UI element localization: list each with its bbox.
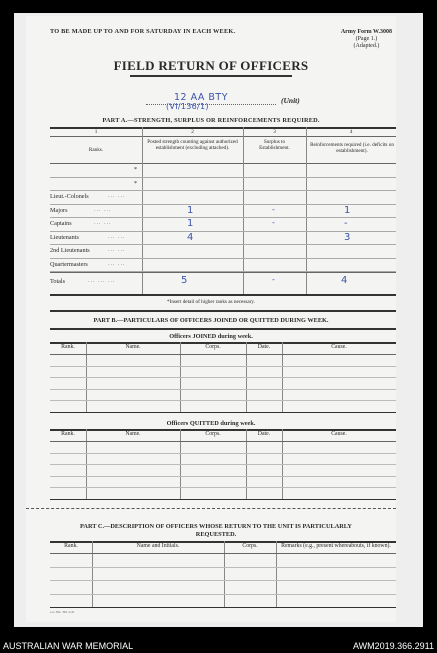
table-row xyxy=(50,594,396,595)
table-row xyxy=(50,366,396,367)
joined-table-title: Officers JOINED during week. xyxy=(169,333,253,340)
rank-leader-dots: ... ... xyxy=(94,206,112,213)
unit-label: (Unit) xyxy=(281,96,300,105)
form-page: (Page 1.) xyxy=(355,36,378,42)
column-header: Cause. xyxy=(331,431,347,437)
unit-handwritten-name: 12 AA BTY xyxy=(174,92,229,103)
quitted-table-title: Officers QUITTED during week. xyxy=(166,420,256,427)
rank-label: * xyxy=(134,166,138,173)
column-header: Cause. xyxy=(331,344,347,350)
archive-name: AUSTRALIAN WAR MEMORIAL xyxy=(3,641,134,651)
column-header: Name and Initials. xyxy=(136,543,180,549)
rank-leader-dots: ... ... xyxy=(108,233,126,240)
table-row xyxy=(50,580,396,581)
rank-label: Lieut.-Colonels xyxy=(50,193,89,200)
column-header: Name. xyxy=(125,431,141,437)
column-header: Date. xyxy=(257,431,271,437)
part-c-title-line1: PART C.—DESCRIPTION OF OFFICERS WHOSE RETURN TO THE UNIT IS PARTICULARLY xyxy=(80,523,352,530)
table-row xyxy=(50,377,396,378)
header-surplus: Surplus to Establishment. xyxy=(259,139,290,151)
table-row xyxy=(50,607,396,608)
column-header: Corps. xyxy=(242,543,258,549)
title-underline xyxy=(130,75,292,77)
part-a-col-divider-1 xyxy=(142,127,143,294)
surplus-value: - xyxy=(272,218,275,227)
totals-top-rule xyxy=(50,272,396,273)
header-rule xyxy=(50,441,396,442)
row-rule xyxy=(50,190,396,191)
rank-label: Lieutenants xyxy=(50,233,79,241)
col-number-3: 3 xyxy=(273,129,276,135)
table-row xyxy=(50,453,396,454)
table-row xyxy=(50,389,396,390)
totals-surplus: - xyxy=(272,275,275,284)
column-divider xyxy=(276,541,277,607)
archive-caption-bar xyxy=(0,637,437,653)
rank-leader-dots: ... ... xyxy=(108,193,126,199)
table-row xyxy=(50,412,396,413)
reinforcements-value: - xyxy=(344,218,348,229)
table-row xyxy=(50,567,396,568)
totals-reinforcements: 4 xyxy=(341,275,348,286)
printer-imprint: s.w. Bn. 381 2/41 xyxy=(50,610,75,614)
rank-leader-dots: ... ... xyxy=(108,260,126,267)
part-a-footnote: *Insert detail of higher ranks as necessary. xyxy=(167,299,255,305)
part-b-title: PART B.—PARTICULARS OF OFFICERS JOINED OR QUITTED DURING WEEK. xyxy=(93,317,329,324)
column-header: Date. xyxy=(257,344,271,350)
reinforcements-value: 3 xyxy=(344,231,351,243)
column-header: Name. xyxy=(125,344,141,350)
part-a-bottom-rule xyxy=(50,294,396,296)
rank-leader-dots: ... ... xyxy=(108,247,126,253)
posted-value: 4 xyxy=(187,231,194,243)
row-rule xyxy=(50,258,396,259)
row-rule xyxy=(50,244,396,245)
table-row xyxy=(50,464,396,465)
column-header: Rank. xyxy=(61,344,75,350)
posted-value: 1 xyxy=(187,204,194,216)
part-a-title: PART A.—STRENGTH, SURPLUS OR REINFORCEMENTS REQUIRED. xyxy=(102,117,320,124)
table-row xyxy=(50,499,396,500)
form-status: (Adapted.) xyxy=(353,43,380,49)
totals-posted: 5 xyxy=(181,275,188,286)
column-divider xyxy=(224,541,225,607)
rank-label: 2nd Lieutenants xyxy=(50,247,90,254)
table-row xyxy=(50,487,396,488)
reinforcements-value: 1 xyxy=(344,204,351,216)
column-divider xyxy=(92,541,93,607)
column-header: Rank. xyxy=(61,431,75,437)
surplus-value: - xyxy=(272,204,275,214)
table-row xyxy=(50,476,396,477)
rank-label: Quartermasters xyxy=(50,260,88,268)
part-a-col-divider-3 xyxy=(306,127,307,294)
col-number-4: 4 xyxy=(349,129,353,135)
row-rule xyxy=(50,177,396,178)
rank-leader-dots: ... ... xyxy=(94,220,112,226)
header-posted-strength: Posted strength counting against authorized establishment (excluding attached). xyxy=(147,139,238,151)
column-header: Corps. xyxy=(205,344,221,350)
rank-label: Majors xyxy=(50,206,68,214)
rank-label: * xyxy=(134,179,138,187)
part-b-top-rule xyxy=(50,310,396,312)
col-number-2: 2 xyxy=(191,129,194,135)
header-rule xyxy=(50,553,396,554)
part-c-title-line2: REQUESTED. xyxy=(195,531,237,538)
part-c-title xyxy=(46,523,386,539)
part-b-title-rule xyxy=(50,328,396,330)
column-header: Remarks (e.g., present whereabouts, if known). xyxy=(281,543,391,549)
header-rule xyxy=(50,354,396,355)
table-row xyxy=(50,400,396,401)
totals-leader-dots: ... ... ... xyxy=(88,278,116,284)
part-a-header-rule xyxy=(50,163,396,164)
header-ranks: Ranks. xyxy=(88,147,104,153)
unit-fill-line xyxy=(146,104,276,105)
form-id-block xyxy=(341,29,392,50)
column-header: Rank. xyxy=(64,543,78,549)
tear-off-dashed-line xyxy=(26,508,396,509)
weekly-instruction: TO BE MADE UP TO AND FOR SATURDAY IN EACH WEEK. xyxy=(50,28,236,35)
col-number-1: 1 xyxy=(94,129,98,135)
column-header: Corps. xyxy=(205,431,221,437)
archive-accession-number: AWM2019.366.2911 xyxy=(352,641,434,651)
form-sheet xyxy=(26,16,396,622)
posted-value: 1 xyxy=(187,218,194,229)
form-number: Army Form W.3008 xyxy=(340,29,392,35)
rank-label: Captains xyxy=(50,220,72,227)
header-reinforcements: Reinforcements required (i.e. deficits on establishment). xyxy=(310,142,394,154)
part-a-col-divider-2 xyxy=(243,127,244,294)
part-a-number-rule xyxy=(50,136,396,137)
page-title: FIELD RETURN OF OFFICERS xyxy=(113,58,309,73)
unit-handwritten-code: (VI/136/1) xyxy=(166,102,209,111)
totals-label: Totals xyxy=(50,278,66,285)
